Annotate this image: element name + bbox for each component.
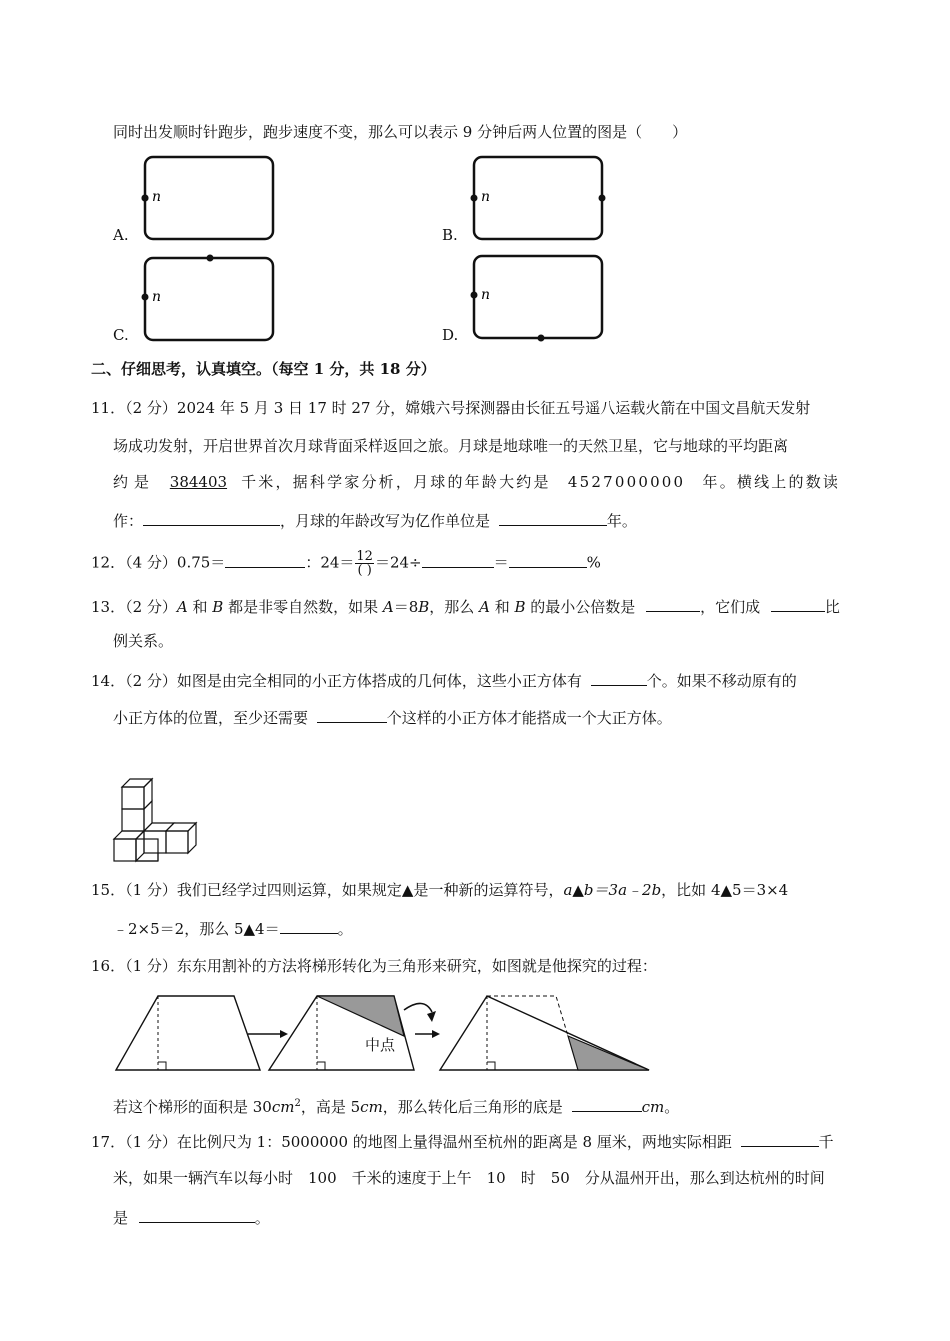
q11-line1	[91, 398, 810, 418]
q13-text: B	[418, 598, 430, 616]
option-b-label[interactable]: B.	[442, 226, 458, 244]
option-c-label[interactable]: C.	[113, 326, 129, 344]
q11-text: 2024 年 5 月 3 日 17 时 27 分，嫦娥六号探测器由长征五号遥八运载火箭在中国文昌航天发射	[176, 399, 811, 417]
q16-text: 东东用割补的方法将梯形转化为三角形来研究，如图就是他探究的过程：	[176, 957, 657, 975]
q17-line3	[113, 1206, 270, 1228]
unit-cm: cm	[360, 1098, 383, 1116]
option-b-diagram	[469, 152, 609, 242]
q15-formula: a▲b＝3a﹣2b	[563, 881, 662, 899]
fraction-denominator[interactable]: ( )	[357, 563, 372, 578]
q14-number: 14．（2 分）	[91, 672, 177, 690]
q13-text: 和	[187, 598, 213, 616]
q15-line2	[113, 917, 353, 939]
q13-text: B	[212, 598, 224, 616]
q17-text: 千	[818, 1133, 834, 1151]
q11-line2: 场成功发射，开启世界首次月球背面采样返回之旅。月球是地球唯一的天然卫星，它与地球的平均距离	[113, 437, 789, 455]
q12-text: ＝	[493, 553, 509, 572]
q13-text: 和	[489, 598, 515, 616]
q15-text: ﹣2×5＝2，那么 5▲4＝	[113, 920, 280, 938]
q11-text: ，月球的年龄改写为亿作单位是	[280, 512, 491, 530]
q14-text: 小正方体的位置，至少还需要	[113, 709, 309, 727]
q13-text: B	[514, 598, 526, 616]
q16-text: ，高是 5	[300, 1098, 361, 1116]
q12-text: %	[586, 553, 601, 572]
option-a-diagram	[140, 152, 280, 242]
q15-text: 。	[337, 920, 353, 938]
q17-line2: 米，如果一辆汽车以每小时 100 千米的速度于上午 10 时 50 分从温州开出，那么到达杭州的时间	[113, 1169, 825, 1187]
q13-number: 13．（2 分）	[91, 598, 177, 616]
answer-blank[interactable]	[280, 917, 338, 934]
answer-blank[interactable]	[741, 1130, 819, 1147]
option-d-label[interactable]: D.	[442, 326, 459, 344]
runner-n-label: n	[481, 287, 491, 303]
q16-text: ，那么转化后三角形的底是	[382, 1098, 563, 1116]
q13-text: ＝8	[393, 598, 419, 616]
answer-blank[interactable]	[317, 706, 387, 723]
q17-line1	[91, 1130, 834, 1152]
runner-n-label: n	[481, 189, 491, 205]
q14-text: 个这样的小正方体才能搭成一个大正方体。	[386, 709, 672, 727]
answer-blank[interactable]	[771, 595, 825, 612]
option-a-label[interactable]: A.	[113, 226, 129, 244]
answer-blank[interactable]	[143, 509, 280, 526]
answer-blank[interactable]	[509, 551, 587, 568]
q16-text: 。	[664, 1098, 680, 1116]
q17-text: 在比例尺为 1：5000000 的地图上量得温州至杭州的距离是 8 厘米，两地实际相距	[176, 1133, 732, 1151]
cube-structure-figure	[112, 775, 202, 865]
q12-text: ：24＝	[305, 553, 355, 572]
answer-blank[interactable]	[139, 1206, 255, 1223]
q17-text: 。	[254, 1209, 270, 1227]
answer-blank[interactable]	[225, 551, 305, 568]
q16-number: 16．（1 分）	[91, 957, 177, 975]
answer-blank[interactable]	[499, 509, 607, 526]
q13-text: ，那么	[429, 598, 480, 616]
q13-text: A	[176, 598, 188, 616]
q13-text: 都是非零自然数，如果	[223, 598, 383, 616]
q14-text: 个。如果不移动原有的	[646, 672, 797, 690]
q11-number: 11．（2 分）	[91, 399, 177, 417]
fraction	[355, 550, 374, 577]
q14-text: 如图是由完全相同的小正方体搭成的几何体，这些小正方体有	[176, 672, 582, 690]
runner-n-label: n	[152, 189, 162, 205]
q13-text: A	[479, 598, 490, 616]
trapezoid-transformation-figure	[112, 990, 672, 1080]
q10-text: 同时出发顺时针跑步，跑步速度不变，那么可以表示 9 分钟后两人位置的图是（ ）	[113, 123, 688, 141]
q13-text: 比	[824, 598, 840, 616]
unit-cm: cm	[271, 1098, 295, 1116]
q15-number: 15．（1 分）	[91, 881, 177, 899]
q11-text: 约是	[113, 473, 156, 491]
q16-line2	[113, 1094, 679, 1117]
q17-number: 17．（1 分）	[91, 1133, 177, 1151]
option-c-diagram	[140, 253, 280, 343]
q12-text: ＝24÷	[374, 553, 422, 572]
q13-line1	[91, 595, 840, 617]
option-d-diagram	[469, 251, 609, 341]
q13-text: 的最小公倍数是	[525, 598, 636, 616]
q11-text: 作：	[113, 512, 144, 530]
unit-exponent: 2	[294, 1098, 301, 1109]
q17-text: 是	[113, 1209, 129, 1227]
answer-blank[interactable]	[572, 1095, 642, 1112]
q11-text: 年。	[606, 512, 637, 530]
section-2-heading: 二、仔细思考，认真填空。（每空 1 分，共 18 分）	[91, 360, 436, 378]
q15-line1	[91, 880, 788, 900]
q11-line4	[113, 509, 637, 531]
q16-line1	[91, 956, 657, 976]
q11-text: 千米，据科学家分析，月球的年龄大约是 4527000000 年。横线上的数读	[241, 473, 841, 491]
q14-line2	[113, 706, 672, 728]
q13-text: A	[382, 598, 394, 616]
q15-text: ，比如 4▲5＝3×4	[661, 881, 789, 899]
q13-text: ，它们成	[700, 598, 761, 616]
q15-text: 我们已经学过四则运算，如果规定▲是一种新的运算符号，	[176, 881, 564, 899]
q16-text: 若这个梯形的面积是 30	[113, 1098, 272, 1116]
answer-blank[interactable]	[591, 669, 647, 686]
midpoint-label: 中点	[365, 1036, 396, 1054]
fraction-numerator: 12	[356, 549, 373, 564]
q13-line2: 例关系。	[113, 632, 174, 650]
answer-blank[interactable]	[422, 551, 494, 568]
q12-text: 0.75＝	[176, 553, 226, 572]
q14-line1	[91, 669, 797, 691]
distance-number: 384403	[169, 473, 228, 491]
q12-line	[91, 550, 601, 577]
runner-n-label: n	[152, 289, 162, 305]
q12-number: 12．（4 分）	[91, 553, 177, 572]
q11-line3	[113, 472, 840, 492]
unit-cm: cm	[641, 1098, 665, 1116]
answer-blank[interactable]	[646, 595, 700, 612]
